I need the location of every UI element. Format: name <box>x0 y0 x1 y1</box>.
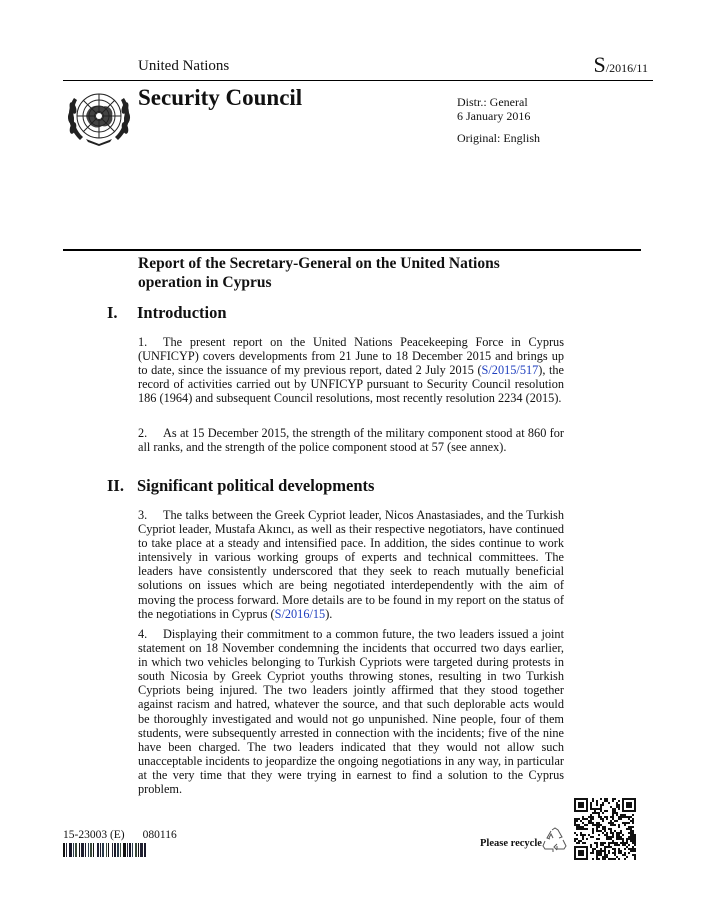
job-date: 080116 <box>142 829 177 841</box>
barcode-icon <box>63 843 181 857</box>
paragraph-2 <box>138 426 564 454</box>
paragraph-1 <box>138 335 564 405</box>
job-number <box>63 829 177 841</box>
section-title: Introduction <box>137 303 227 322</box>
paragraph-number: 1. <box>138 335 148 349</box>
paragraph-text: The present report on the United Nations Peacekeeping Force in Cyprus (UNFICYP) covers developments from 21 June to 18 December 2015 and brings up to date, since the issuance of my previous report, dated 2 July 2015 ( <box>138 335 564 378</box>
section-number: I. <box>107 303 118 322</box>
original-language: Original: English <box>457 131 540 145</box>
document-link-s-2015-517[interactable]: S/2015/517 <box>481 363 539 378</box>
title-rule <box>63 249 641 251</box>
distribution-block <box>457 95 540 145</box>
un-emblem-icon <box>64 86 134 146</box>
document-symbol <box>594 52 648 78</box>
organization-name: United Nations <box>138 58 230 74</box>
section-title: Significant political developments <box>137 476 375 495</box>
paragraph-3 <box>138 508 564 621</box>
issue-date: 6 January 2016 <box>457 109 531 123</box>
paragraph-4 <box>138 627 564 796</box>
symbol-prefix: S <box>593 52 606 77</box>
qr-code-icon <box>572 796 638 862</box>
paragraph-text: ). <box>325 606 333 621</box>
report-title: Report of the Secretary-General on the United Nations operation in Cyprus <box>138 255 500 291</box>
section-heading-political-developments <box>107 476 507 498</box>
issuing-body: Security Council <box>138 85 303 110</box>
symbol-number: /2016/11 <box>605 61 648 75</box>
job-code: 15-23003 (E) <box>63 829 125 841</box>
recycle-label: Please recycle <box>480 838 542 849</box>
paragraph-text: ), the record of activities carried out by UNFICYP pursuant to Security Council resolution 186 (1964) and subsequent Council resolutions, most recently resolution 2234 (2015). <box>138 363 564 406</box>
paragraph-number: 3. <box>138 508 148 522</box>
paragraph-text: As at 15 December 2015, the strength of the military component stood at 860 for all ranks, and the strength of the police component stood at 57 (see annex). <box>138 426 564 455</box>
recycle-icon <box>541 826 569 854</box>
distribution: Distr.: General <box>457 95 528 109</box>
paragraph-text: Displaying their commitment to a common future, the two leaders issued a joint statement on 18 November condemning the incidents that occurred two days earlier, in which two vehicles belonging to Turkish Cypriots were targeted during protests in south Nicosia by Greek Cypriot youths throwing stones, resulting in two Turkish Cypriots being injured. The two leaders jointly affirmed that they stood together against racism and hatred, whatever the source, and that such deplorable acts would be thoroughly investigated and would not go unpunished. Nine people, four of them students, were subsequently arrested in connection with the incidents; five of the nine have been charged. The two leaders indicated that they would not allow such unacceptable incidents to jeopardize the ongoing negotiations in any way, in particular at the very time that they were trying in earnest to find a solution to the Cyprus problem. <box>138 627 564 797</box>
paragraph-number: 2. <box>138 426 148 440</box>
document-link-s-2016-15[interactable]: S/2016/15 <box>274 606 326 621</box>
paragraph-number: 4. <box>138 627 148 641</box>
paragraph-text: The talks between the Greek Cypriot leader, Nicos Anastasiades, and the Turkish Cypriot leader, Mustafa Akıncı, as well as their respective negotiators, have continued to take place at a steady and intensified pace. In addition, the sides continue to work intensively in various working groups of experts and technical committees. The leaders have consistently underscored that they seek to reach mutually beneficial solutions on issues which are being negotiated interdependently with the aim of moving the process forward. More details are to be found in my report on the status of the negotiations in Cyprus ( <box>138 508 564 621</box>
header-rule <box>63 80 653 81</box>
section-heading-introduction <box>107 303 507 325</box>
section-number: II. <box>107 476 124 495</box>
